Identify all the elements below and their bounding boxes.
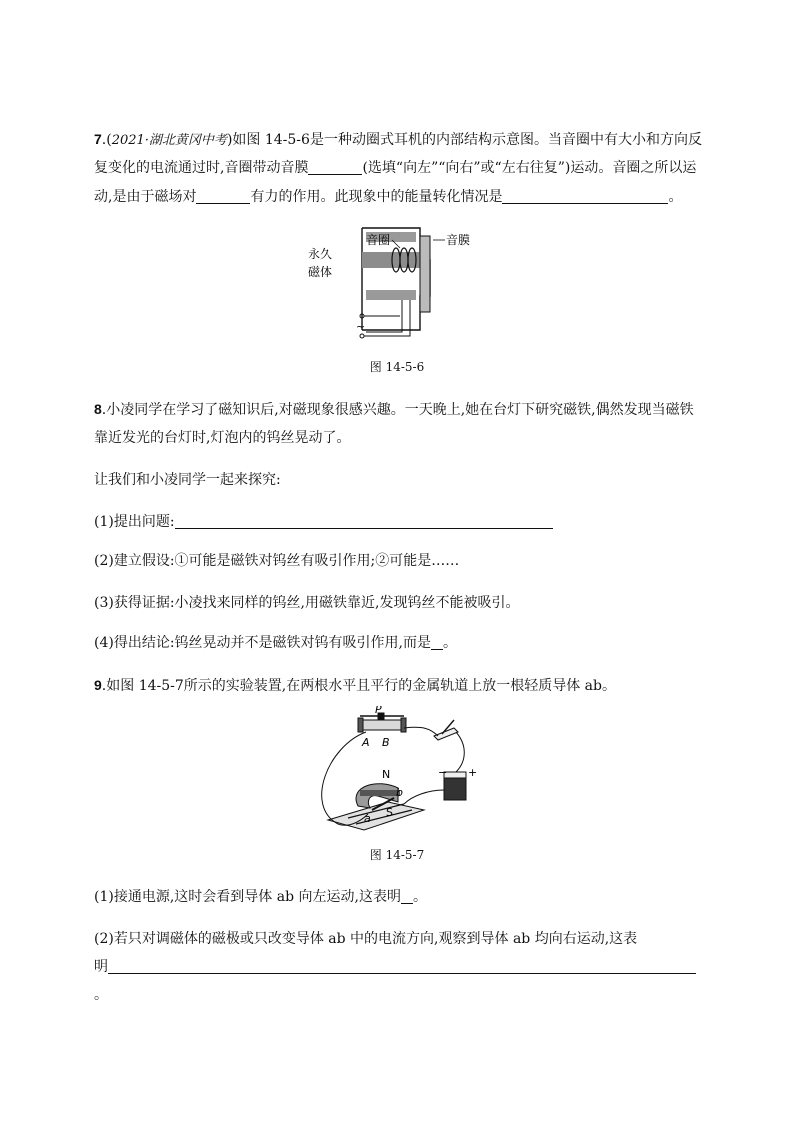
label-b: b	[396, 786, 403, 799]
answer-blank-direction[interactable]	[308, 156, 362, 175]
question-8-line-2: 靠近发光的台灯时,灯泡内的钨丝晃动了。	[94, 430, 351, 446]
base-plate	[328, 802, 424, 830]
question-9-item-2-end: 。	[94, 987, 108, 1003]
question-7-line-2: 复变化的电流通过时,音圈带动音膜 (选填“向左”“向右”或“左右往复”)运动。音圈之所以运	[94, 153, 704, 183]
answer-blank-observation[interactable]	[401, 885, 413, 904]
question-9-item-1: (1)接通电源,这时会看到导体 ab 向左运动,这表明 。	[94, 882, 704, 912]
label-B: B	[382, 736, 390, 749]
label-slider-P: P	[375, 706, 382, 716]
lower-magnet-block	[366, 290, 416, 300]
answer-blank-question[interactable]	[175, 510, 553, 529]
question-8-item-1: (1)提出问题:	[94, 507, 704, 537]
battery	[444, 772, 466, 800]
figure-14-5-7-apparatus-diagram	[308, 706, 488, 834]
question-9-line-1: 9.如图 14-5-7所示的实验装置,在两根水平且平行的金属轨道上放一根轻质导体 ab。	[94, 677, 616, 694]
question-7-line-1: 7.(2021·湖北黄冈中考)如图 14-5-6是一种动圈式耳机的内部结构示意图。当音圈中有大小和方向反	[94, 131, 702, 148]
answer-blank-conclusion[interactable]	[431, 631, 443, 650]
question-8-item-4: (4)得出结论:钨丝晃动并不是磁铁对钨有吸引作用,而是 。	[94, 628, 704, 658]
answer-blank-force-direction[interactable]	[108, 955, 696, 974]
label-ac-source: ~	[356, 320, 366, 333]
answer-blank-energy-conversion[interactable]	[502, 185, 668, 204]
switch	[434, 720, 458, 740]
label-south-pole: S	[386, 806, 393, 819]
question-8-item-3: (3)获得证据:小凌找来同样的钨丝,用磁铁靠近,发现钨丝不能被吸引。	[94, 595, 520, 611]
question-7-number: 7	[94, 131, 102, 147]
question-8-line-1: 8.小凌同学在学习了磁知识后,对磁现象很感兴趣。一天晚上,她在台灯下研究磁铁,偶然发现当磁铁	[94, 401, 694, 418]
label-A: A	[362, 736, 370, 749]
label-voice-coil: 音圈	[366, 233, 391, 247]
question-9-item-2: (2)若只对调磁体的磁极或只改变导体 ab 中的电流方向,观察到导体 ab 均向右运动,这表	[94, 931, 638, 947]
label-permanent-magnet-1: 永久	[308, 247, 333, 261]
rheostat	[358, 713, 406, 732]
figure-14-5-6-caption: 图 14-5-6	[369, 360, 425, 374]
label-permanent-magnet-2: 磁体	[308, 265, 333, 279]
label-a: a	[364, 812, 371, 825]
label-positive-terminal: +	[468, 766, 478, 779]
question-9-item-2-cont: 明	[94, 952, 704, 982]
label-diaphragm: 音膜	[446, 233, 471, 247]
answer-blank-force-object[interactable]	[196, 185, 250, 204]
question-9-number: 9	[94, 677, 102, 693]
question-8-number: 8	[94, 401, 102, 417]
question-7-line-3: 动,是由于磁场对 有力的作用。此现象中的能量转化情况是 。	[94, 182, 704, 212]
question-8-intro: 让我们和小凌同学一起来探究:	[94, 472, 281, 488]
label-north-pole: N	[382, 768, 391, 781]
question-7-source: 2021·湖北黄冈中考	[111, 133, 227, 148]
diaphragm	[420, 236, 430, 312]
figure-14-5-6-earphone-diagram	[300, 218, 500, 346]
figure-14-5-7-caption: 图 14-5-7	[369, 848, 425, 862]
question-8-item-2: (2)建立假设:①可能是磁铁对钨丝有吸引作用;②可能是……	[94, 553, 460, 569]
label-negative-terminal: −	[438, 766, 448, 779]
